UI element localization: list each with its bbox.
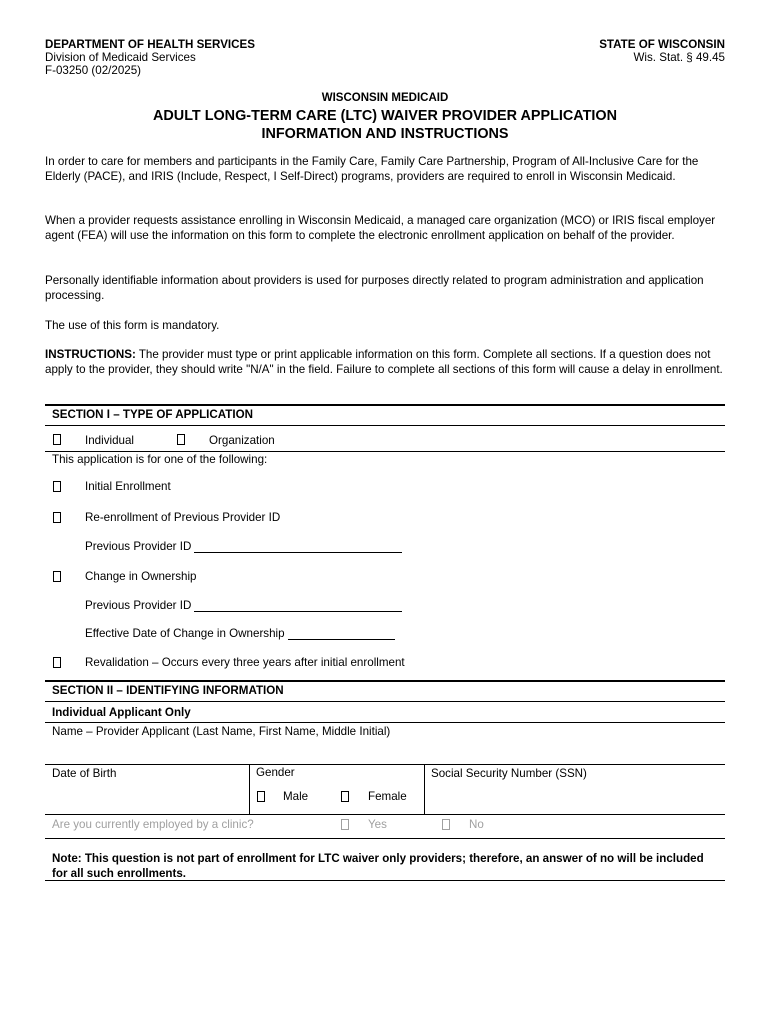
initial-enrollment-checkbox[interactable] — [53, 481, 61, 492]
section2-top-rule — [45, 680, 725, 682]
previous-provider-id-row — [85, 540, 402, 553]
previous-provider-id-field[interactable] — [194, 540, 402, 553]
clinic-yes-label: Yes — [368, 818, 387, 831]
clinic-yes-checkbox[interactable] — [341, 819, 349, 830]
form-title — [0, 107, 770, 143]
state-name: STATE OF WISCONSIN — [599, 38, 725, 51]
reenrollment-checkbox[interactable] — [53, 512, 61, 523]
revalidation-checkbox[interactable] — [53, 657, 61, 668]
previous-provider-id-row-2 — [85, 599, 402, 612]
intro-paragraph: In order to care for members and participants in the Family Care, Family Care Partnership, Program of All-Inclusive Care for the Elderly (PACE), and IRIS (Include, Respect, I Self-Direct) programs, providers are required to enroll in Wisconsin Medicaid. — [45, 155, 699, 183]
female-checkbox[interactable] — [341, 791, 349, 802]
ssn-label: Social Security Number (SSN) — [431, 767, 587, 780]
organization-label: Organization — [209, 434, 275, 447]
instructions-label: INSTRUCTIONS: — [45, 348, 136, 361]
clinic-no-label: No — [469, 818, 484, 831]
type-divider — [45, 451, 725, 452]
section2-title: SECTION II – IDENTIFYING INFORMATION — [52, 684, 284, 697]
name-field[interactable] — [46, 740, 724, 763]
name-field-label: Name – Provider Applicant (Last Name, First Name, Middle Initial) — [52, 725, 391, 738]
previous-provider-id-label: Previous Provider ID — [85, 540, 192, 553]
organization-checkbox[interactable] — [177, 434, 185, 445]
individual-applicant-heading: Individual Applicant Only — [52, 706, 191, 719]
division-name: Division of Medicaid Services — [45, 51, 196, 64]
previous-provider-id-field-2[interactable] — [194, 599, 402, 612]
name-row-divider — [45, 764, 725, 765]
section1-divider — [45, 425, 725, 426]
male-label: Male — [283, 790, 309, 803]
application-prompt: This application is for one of the following: — [52, 453, 268, 466]
change-ownership-label: Change in Ownership — [85, 570, 197, 583]
privacy-paragraph: Personally identifiable information about providers is used for purposes directly related to program administration and application processing. — [45, 274, 704, 302]
effective-date-row — [85, 627, 395, 640]
clinic-row-divider — [45, 838, 725, 839]
section2-bottom-rule — [45, 880, 725, 881]
ssn-field[interactable] — [426, 782, 724, 812]
mandatory-paragraph: The use of this form is mandatory. — [45, 319, 220, 332]
section1-top-rule — [45, 404, 725, 406]
gender-label: Gender — [256, 766, 295, 779]
male-checkbox[interactable] — [257, 791, 265, 802]
change-ownership-checkbox[interactable] — [53, 571, 61, 582]
section1-title: SECTION I – TYPE OF APPLICATION — [52, 408, 253, 421]
statute-ref: Wis. Stat. § 49.45 — [633, 51, 725, 64]
dob-row-divider — [45, 814, 725, 815]
enrollment-note: Note: This question is not part of enrollment for LTC waiver only providers; therefore, an answer of no will be included for all such enrollments. — [52, 852, 704, 880]
dob-label: Date of Birth — [52, 767, 117, 780]
clinic-question: Are you currently employed by a clinic? — [52, 818, 254, 831]
previous-provider-id-label-2: Previous Provider ID — [85, 599, 192, 612]
section2-divider — [45, 701, 725, 702]
form-title-line1: ADULT LONG-TERM CARE (LTC) WAIVER PROVIDER APPLICATION — [153, 108, 617, 124]
instructions-text: The provider must type or print applicable information on this form. Complete all sections. If a question does not apply to the provider, they should write "N/A" in the field. Failure to complete all sections of this form will cause a delay in enrollment. — [45, 348, 723, 376]
form-subtitle: WISCONSIN MEDICAID — [321, 92, 449, 104]
individual-label: Individual — [85, 434, 134, 447]
subheading-divider — [45, 722, 725, 723]
effective-date-label: Effective Date of Change in Ownership — [85, 627, 285, 640]
individual-checkbox[interactable] — [53, 434, 61, 445]
form-number: F-03250 (02/2025) — [45, 64, 142, 77]
dob-gender-separator — [249, 764, 250, 814]
dob-field[interactable] — [46, 782, 248, 812]
revalidation-label: Revalidation – Occurs every three years after initial enrollment — [85, 656, 405, 669]
header-left — [45, 38, 255, 77]
female-label: Female — [368, 790, 407, 803]
reenrollment-label: Re-enrollment of Previous Provider ID — [85, 511, 281, 524]
initial-enrollment-label: Initial Enrollment — [85, 480, 171, 493]
instructions-paragraph — [45, 347, 725, 377]
header-right — [599, 38, 725, 64]
assistance-paragraph: When a provider requests assistance enrolling in Wisconsin Medicaid, a managed care organization (MCO) or IRIS fiscal employer agent (FEA) will use the information on this form to complete the electronic enrollment application on behalf of the provider. — [45, 214, 716, 242]
gender-ssn-separator — [424, 764, 425, 814]
clinic-no-checkbox[interactable] — [442, 819, 450, 830]
form-title-line2: INFORMATION AND INSTRUCTIONS — [261, 126, 509, 142]
effective-date-field[interactable] — [288, 627, 395, 640]
department-name: DEPARTMENT OF HEALTH SERVICES — [45, 38, 255, 51]
